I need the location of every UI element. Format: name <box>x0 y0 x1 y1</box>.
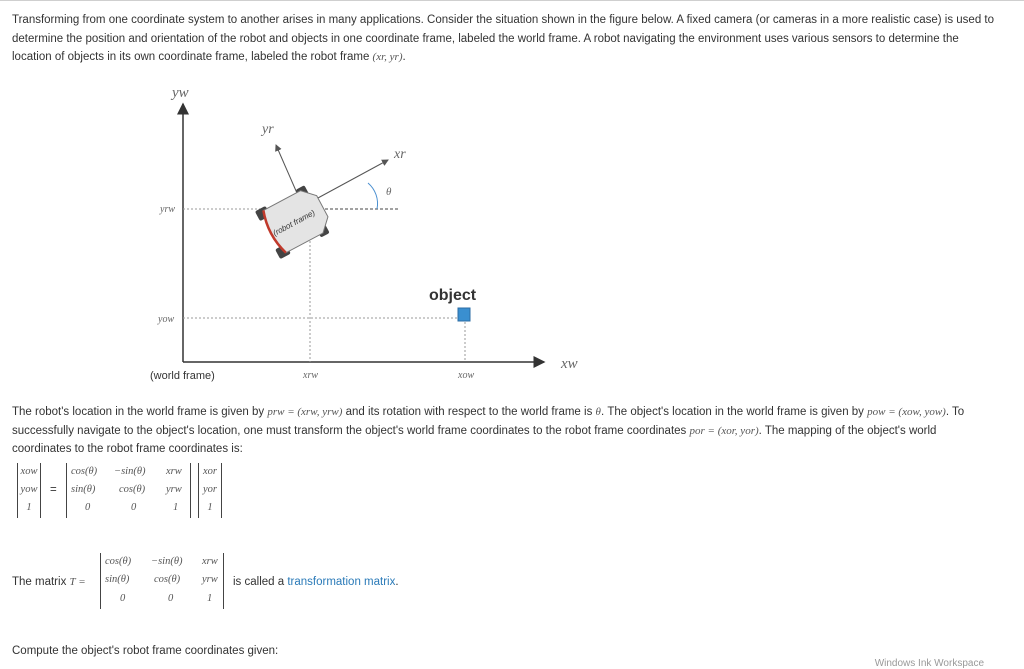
rhs-vector <box>198 463 222 518</box>
robot-location-paragraph <box>12 403 997 459</box>
yow-label: yow <box>158 314 175 325</box>
transformation-matrix-link[interactable]: transformation matrix <box>287 576 396 588</box>
matrix-prefix-text: The matrix <box>12 576 67 588</box>
lhs-xow: xow <box>20 466 38 477</box>
xrw-label: xrw <box>303 370 318 381</box>
m1-cell: cos(θ) <box>119 484 146 495</box>
matrix-T-symbol: T = <box>69 576 86 588</box>
object-square <box>458 308 470 321</box>
transform-matrix-1 <box>66 463 191 518</box>
rhs-yor: yor <box>203 484 217 495</box>
theta-symbol: θ <box>595 406 601 418</box>
m1-cell: sin(θ) <box>71 484 96 495</box>
m2-cell: xrw <box>202 556 218 567</box>
rhs-xor: xor <box>203 466 217 477</box>
robot-frame-label: (robot frame) <box>271 208 317 238</box>
intro-text: Transforming from one coordinate system to another arises in many applications. Consider the situation shown in the figure below. A fixed camera (or cameras in a more realistic case) is used to determine the position and orientation of the robot and objects in one coordinate frame, labeled the world frame. A robot navigating the environment uses various sensors to determine the location of objects in its own coordinate frame, labeled the robot frame <box>12 14 995 63</box>
windows-ink-watermark: Windows Ink Workspace <box>874 658 984 669</box>
m2-cell: sin(θ) <box>105 574 130 585</box>
robot-body <box>255 182 335 259</box>
yrw-label: yrw <box>160 204 175 215</box>
m2-cell: cos(θ) <box>154 574 181 585</box>
compute-prompt: Compute the object's robot frame coordinates given: <box>12 645 279 657</box>
prw-formula: prw = (xrw, yrw) <box>267 406 343 418</box>
robot-frame-coord: (xr, yr) <box>372 51 403 63</box>
yr-label: yr <box>262 122 274 137</box>
matrix-suffix-end: . <box>395 576 399 588</box>
m1-cell: 1 <box>173 502 179 513</box>
matrix-suffix-text: is called a <box>233 576 285 588</box>
object-label: object <box>429 287 477 304</box>
robot-para-text-1: The robot's location in the world frame is given by <box>12 406 265 418</box>
m1-cell: yrw <box>166 484 182 495</box>
robot-yr-axis <box>276 145 300 200</box>
robot-para-text-3: . The object's location in the world frame is given by <box>600 406 864 418</box>
transform-matrix-2 <box>100 553 224 609</box>
robot-para-text-5: . The mapping of the object's world coordinates to the robot frame coordinates is: <box>12 424 937 455</box>
por-formula: por = (xor, yor) <box>689 424 759 437</box>
intro-end: . <box>402 51 406 63</box>
world-frame-label: (world frame) <box>150 370 215 382</box>
m1-cell: 0 <box>85 502 91 513</box>
robot-para-text-2: and its rotation with respect to the world frame is <box>345 406 593 418</box>
xw-label: xw <box>561 356 578 372</box>
matrix-prefix <box>12 576 86 588</box>
xr-label: xr <box>394 147 406 162</box>
xow-label: xow <box>458 370 475 381</box>
lhs-vector <box>17 463 41 518</box>
robot-para-text-4: . To successfully navigate to the object's location, one must transform the object's world frame coordinates to the robot frame coordinates <box>12 406 965 437</box>
rhs-one: 1 <box>207 502 213 513</box>
m1-cell: xrw <box>166 466 182 477</box>
theta-label: θ <box>386 186 392 198</box>
yw-label: yw <box>172 85 189 101</box>
lhs-one: 1 <box>26 502 32 513</box>
matrix-suffix <box>233 576 399 588</box>
m2-cell: 0 <box>168 593 174 604</box>
theta-arc <box>368 183 378 209</box>
lhs-yow: yow <box>20 484 38 495</box>
m1-cell: 0 <box>131 502 137 513</box>
m2-cell: cos(θ) <box>105 556 132 567</box>
m2-cell: 1 <box>207 593 213 604</box>
pow-formula: pow = (xow, yow) <box>867 406 946 418</box>
m1-cell: −sin(θ) <box>114 466 146 477</box>
m2-cell: 0 <box>120 593 126 604</box>
m1-cell: cos(θ) <box>71 466 98 477</box>
m2-cell: −sin(θ) <box>151 556 183 567</box>
m2-cell: yrw <box>202 574 218 585</box>
equation-1-equals: = <box>50 484 57 496</box>
